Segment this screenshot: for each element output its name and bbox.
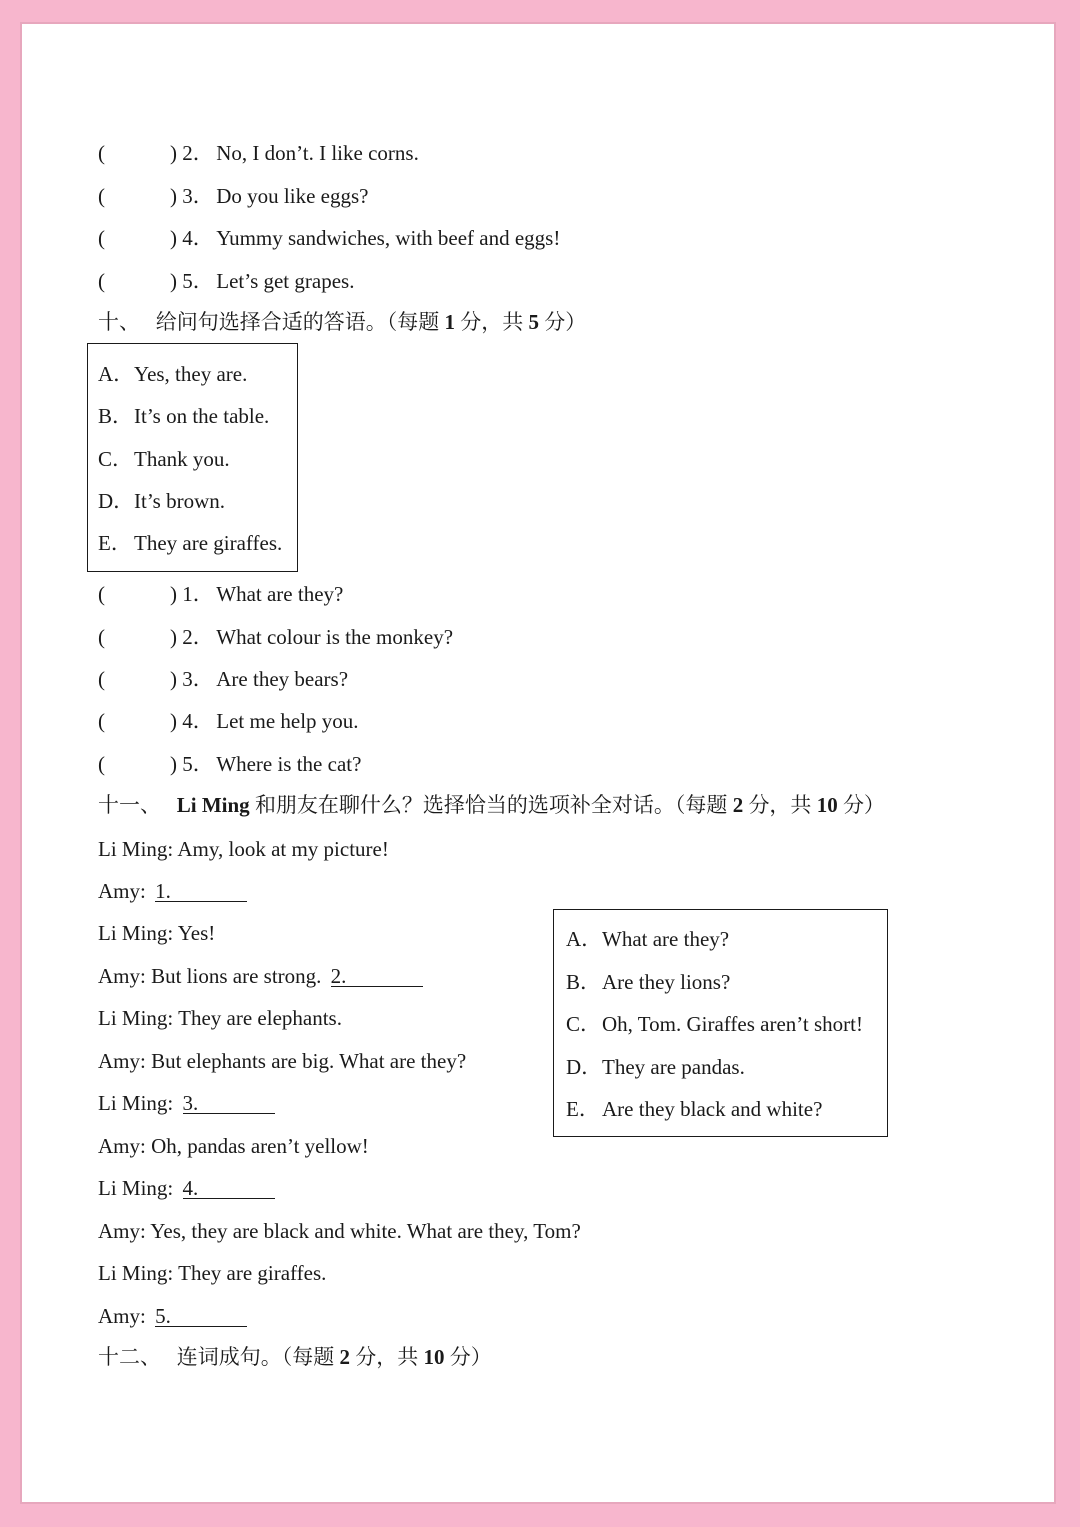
answer-item: ( ) 5． Where is the cat? (98, 752, 362, 776)
option: E． They are giraffes. (98, 531, 283, 555)
answer-item: ( ) 4． Let me help you. (98, 709, 359, 733)
dialogue-line: Li Ming: They are elephants. (98, 1006, 342, 1030)
answer-blank[interactable]: 1. (155, 881, 247, 902)
answer-blank[interactable]: 3. (183, 1093, 275, 1114)
dialogue-line: Li Ming: 4. (98, 1175, 275, 1201)
dialogue-line: Amy: 1. (98, 878, 247, 904)
answer-item: ( ) 3． Are they bears? (98, 667, 349, 691)
answer-item: ( ) 2． No, I don’t. I like corns. (98, 141, 419, 165)
answer-item: ( ) 3． Do you like eggs? (98, 184, 369, 208)
option: D．It’s brown. (98, 489, 225, 513)
option: B．Are they lions? (566, 970, 731, 994)
section-10-heading: 十、 给问句选择合适的答语。（每题 1 分，共 5 分） (98, 310, 587, 334)
answer-blank[interactable]: 4. (183, 1178, 275, 1199)
dialogue-line: Amy: But lions are strong. 2. (98, 963, 423, 989)
section-11-heading: 十一、 Li Ming 和朋友在聊什么？选择恰当的选项补全对话。（每题 2 分，共 10 分） (98, 793, 885, 817)
option: A．What are they? (566, 927, 730, 951)
answer-item: ( ) 2． What colour is the monkey? (98, 625, 454, 649)
option: D．They are pandas. (566, 1055, 745, 1079)
answer-blank[interactable]: 5. (155, 1306, 247, 1327)
dialogue-line: Amy: 5. (98, 1303, 247, 1329)
option: A．Yes, they are. (98, 362, 248, 386)
option: E． Are they black and white? (566, 1097, 823, 1121)
dialogue-line: Li Ming: Yes! (98, 921, 216, 945)
option: C．Oh, Tom. Giraffes aren’t short! (566, 1012, 863, 1036)
dialogue-line: Amy: Yes, they are black and white. What are they, Tom? (98, 1219, 581, 1243)
option: C．Thank you. (98, 447, 230, 471)
dialogue-line: Amy: But elephants are big. What are they? (98, 1049, 467, 1073)
answer-item: ( ) 1． What are they? (98, 582, 344, 606)
dialogue-line: Li Ming: They are giraffes. (98, 1261, 327, 1285)
dialogue-line: Amy: Oh, pandas aren’t yellow! (98, 1134, 369, 1158)
answer-item: ( ) 4． Yummy sandwiches, with beef and eggs! (98, 226, 561, 250)
dialogue-line: Li Ming: 3. (98, 1090, 275, 1116)
option: B．It’s on the table. (98, 404, 270, 428)
answer-blank[interactable]: 2. (331, 966, 423, 987)
answer-item: ( ) 5． Let’s get grapes. (98, 269, 355, 293)
section-12-heading: 十二、 连词成句。（每题 2 分，共 10 分） (98, 1345, 492, 1369)
dialogue-line: Li Ming: Amy, look at my picture! (98, 837, 389, 861)
